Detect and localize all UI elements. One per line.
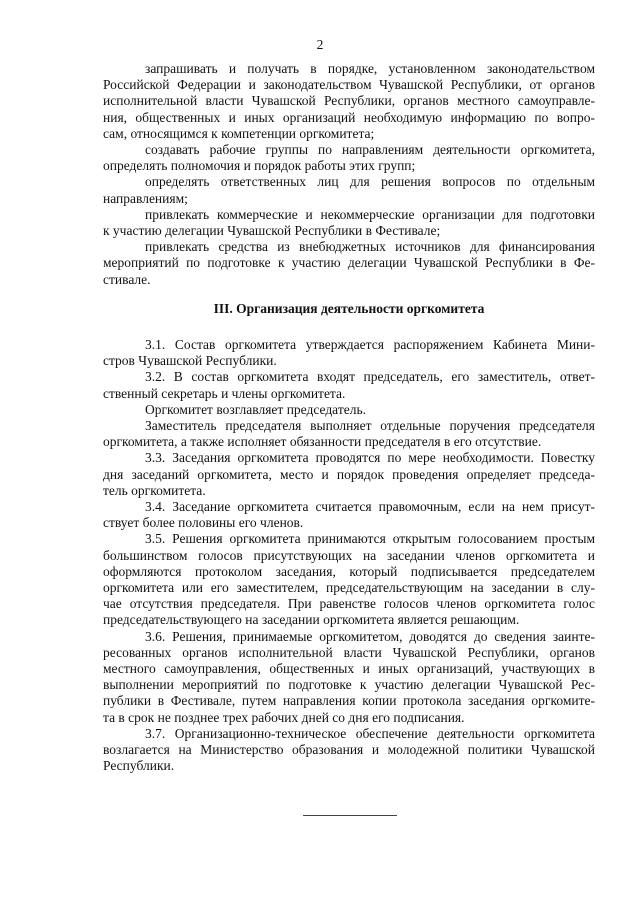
text-line: та в срок не позднее трех рабочих дней со дня его подписания. (103, 709, 465, 725)
text-line: тель оргкомитета. (103, 482, 206, 498)
text-line: определять ответственных лиц для решения вопросов по отдельным (145, 174, 595, 190)
text-line: 3.2. В состав оргкомитета входят председатель, его заместитель, ответ- (145, 369, 595, 385)
text-line: дня заседаний оргкомитета, место и порядок проведения определяет председа- (103, 466, 595, 482)
text-line: определять полномочия и порядок работы этих групп; (103, 158, 416, 174)
text-line: создавать рабочие группы по направлениям деятельности оргкомитета, (145, 142, 595, 158)
text-line: 3.7. Организационно-техническое обеспечение деятельности оргкомитета (145, 725, 595, 741)
page-number: 2 (316, 37, 324, 52)
text-line: ния, общественных и иных организаций необходимую информацию по вопро- (103, 109, 595, 125)
text-line: 3.6. Решения, принимаемые оргкомитетом, доводятся до сведения заинте- (145, 628, 595, 644)
text-line: привлекать коммерческие и некоммерческие организации для подготовки (145, 206, 595, 222)
text-line: направлениям; (103, 190, 188, 206)
text-line: 3.4. Заседание оргкомитета считается правомочным, если на нем присут- (145, 499, 595, 515)
text-line: исполнительной власти Чувашской Республики, органов местного самоуправле- (103, 93, 595, 109)
text-line: стивале. (103, 271, 151, 287)
text-line: к участию делегации Чувашской Республики в Фестивале; (103, 223, 441, 239)
text-line: большинством голосов присутствующих на заседании членов оргкомитета и (103, 547, 595, 563)
text-line: мероприятий по подготовке к участию делегации Чувашской Республики в Фе- (103, 255, 595, 271)
text-line: Заместитель председателя выполняет отдельные поручения председателя (145, 418, 595, 434)
text-line: ресованных органов исполнительной власти Чувашской Республики, органов (103, 644, 595, 660)
text-line: 3.1. Состав оргкомитета утверждается распоряжением Кабинета Мини- (145, 337, 595, 352)
text-line: оформляются протоколом заседания, который подписывается председателем (103, 563, 595, 579)
footer-rule (303, 815, 397, 816)
text-line: Российской Федерации и законодательством Чувашской Республики, от органов (103, 77, 595, 93)
text-line: 3.3. Заседания оргкомитета проводятся по мере необходимости. Повестку (145, 450, 595, 466)
text-line: ствует более половины его членов. (103, 515, 304, 531)
text-line: председательствующего на заседании оргкомитета является решающим. (103, 612, 520, 628)
text-line: оргкомитета, а также исполняет обязанности председателя в его отсутствие. (103, 434, 542, 450)
text-line: оргкомитета или его заместителем, председательствующим на заседании в слу- (103, 580, 595, 596)
paragraph-block-rights (103, 61, 595, 288)
text-line: привлекать средства из внебюджетных источников для финансирования (145, 239, 595, 255)
text-line: чае отсутствия председателя. При равенстве голосов членов оргкомитета голос (103, 596, 595, 612)
text-line: выполнении мероприятий по подготовке к участию делегации Чувашской Рес- (103, 677, 595, 693)
text-line: ственный секретарь и члены оргкомитета. (103, 385, 346, 401)
text-line: Республики. (103, 758, 175, 774)
text-line: стров Чувашской Республики. (103, 353, 277, 369)
section-heading: III. Организация деятельности оргкомитета (213, 301, 485, 316)
text-line: 3.5. Решения оргкомитета принимаются открытым голосованием простым (145, 531, 595, 547)
paragraph-block-organization (103, 337, 595, 774)
text-line: запрашивать и получать в порядке, установленном законодательством (145, 61, 595, 76)
text-line: местного самоуправления, общественных и иных организаций, участвующих в (103, 661, 595, 677)
text-line: возлагается на Министерство образования и молодежной политики Чувашской (103, 742, 595, 758)
text-line: сам, относящимся к компетенции оргкомитета; (103, 125, 375, 141)
text-line: публики в Фестивале, путем направления копии протокола заседания оргкомите- (103, 693, 595, 709)
text-line: Оргкомитет возглавляет председатель. (145, 401, 366, 417)
